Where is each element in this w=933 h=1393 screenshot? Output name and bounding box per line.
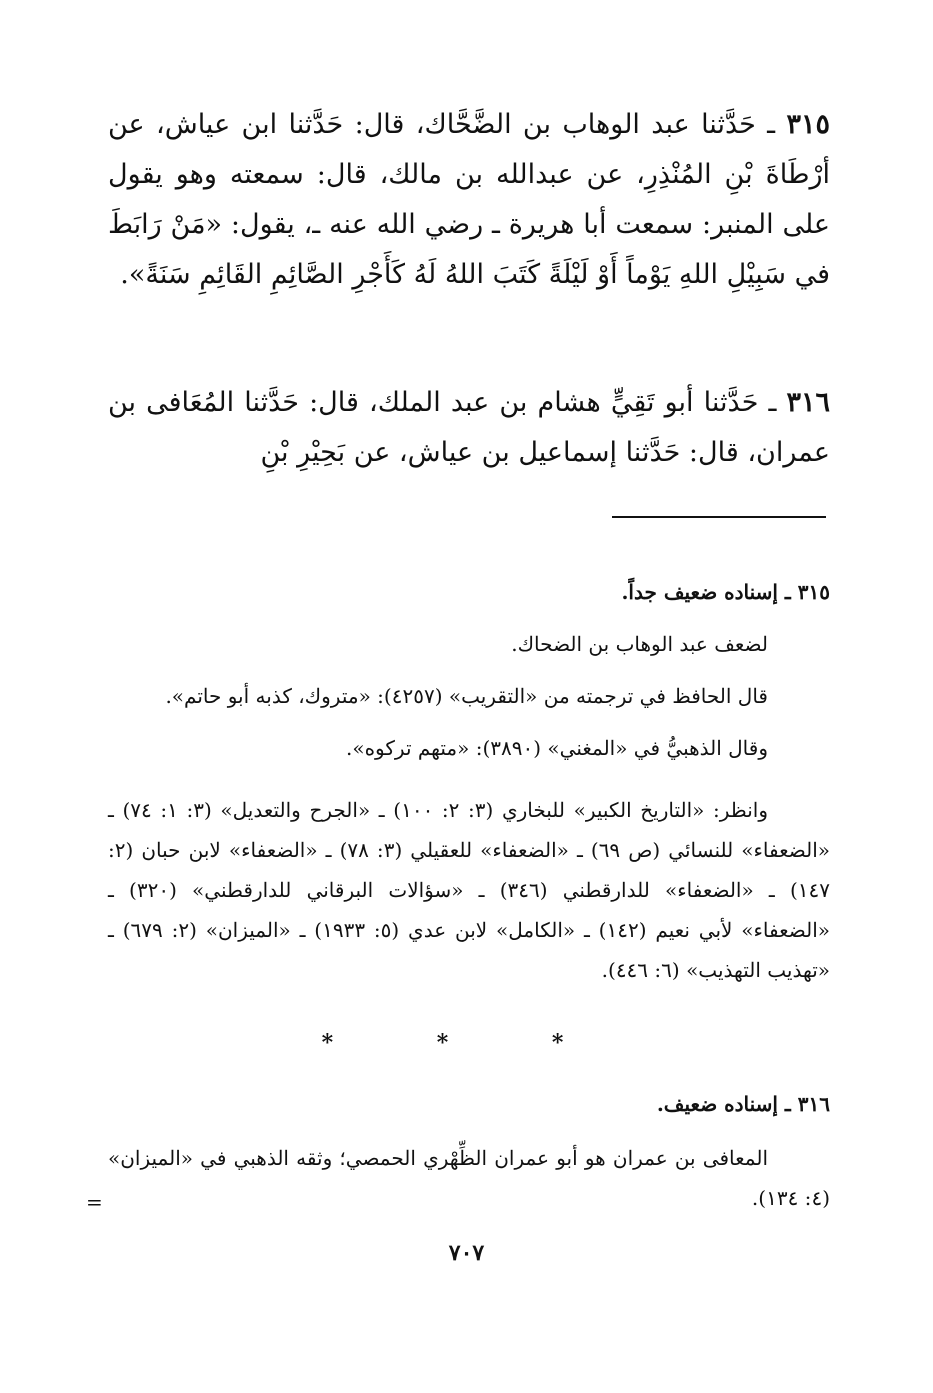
hadith-316 [108,378,830,478]
hadith-number: ٣١٦ [786,387,830,418]
section-separator-stars: * * * [321,1030,612,1056]
footnote-line: قال الحافظ في ترجمته من «التقريب» (٤٢٥٧): «متروك، كذبه أبو حاتم». [165,684,768,708]
footnote-line: لضعف عبد الوهاب بن الضحاك. [511,632,768,656]
footnote-line: وقال الذهبيُّ في «المغني» (٣٨٩٠): «متهم تركوه». [345,736,768,760]
continuation-mark: = [86,1190,103,1214]
footnote-heading: ٣١٦ ـ إسناده ضعيف. [656,1092,830,1116]
footnote-references: وانظر: «التاريخ الكبير» للبخاري (٣: ٢: ١٠٠) ـ «الجرح والتعديل» (٣: ١: ٧٤) ـ «الضعفاء» للنسائي (ص ٦٩) ـ «الضعفاء» للعقيلي (٣: ٧٨) ـ «الضعفاء» لابن حبان (٢: ١٤٧) ـ «الضعفاء» للدارقطني (٣٤٦) ـ «سؤالات البرقاني للدارقطني» (٣٢٠) ـ «الضعفاء» لأبي نعيم (١٤٢) ـ «الكامل» لابن عدي (٥: ١٩٣٣) ـ «الميزان» (٢: ٦٧٩) ـ «تهذيب التهذيب» (٦: ٤٤٦). [108,798,830,982]
footnote-315 [108,572,830,990]
hadith-315 [108,100,830,300]
hadith-text: ـ حَدَّثنا أبو تَقِيٍّ هشام بن عبد الملك، قال: حَدَّثنا المُعَافى بن عمران، قال: حَدَّثنا إسماعيل بن عياش، عن بَحِيْرِ بْنِ [108,387,830,468]
footnote-text: المعافى بن عمران هو أبو عمران الظِّهْري الحمصي؛ وثقه الذهبي في «الميزان» (٤: ١٣٤). [108,1146,830,1210]
footnote-separator-line [612,516,826,518]
hadith-text: ـ حَدَّثنا عبد الوهاب بن الضَّحَّاك، قال: حَدَّثنا ابن عياش، عن أرْطَاةَ بْنِ المُنْذِرِ، عن عبدالله بن مالك، قال: سمعته وهو يقول على المنبر: سمعت أبا هريرة ـ رضي الله عنه ـ، يقول: «مَنْ رَابَطَ في سَبِيْلِ اللهِ يَوْماً أَوْ لَيْلَةً كَتَبَ اللهُ لَهُ كَأَجْرِ الصَّائِمِ القَائِمِ سَنَةً». [108,109,830,290]
footnote-heading: ٣١٥ ـ إسناده ضعيف جداً. [621,580,830,604]
page-number: ٧٠٧ [448,1240,485,1266]
hadith-number: ٣١٥ [786,109,830,140]
footnote-316 [108,1084,830,1218]
